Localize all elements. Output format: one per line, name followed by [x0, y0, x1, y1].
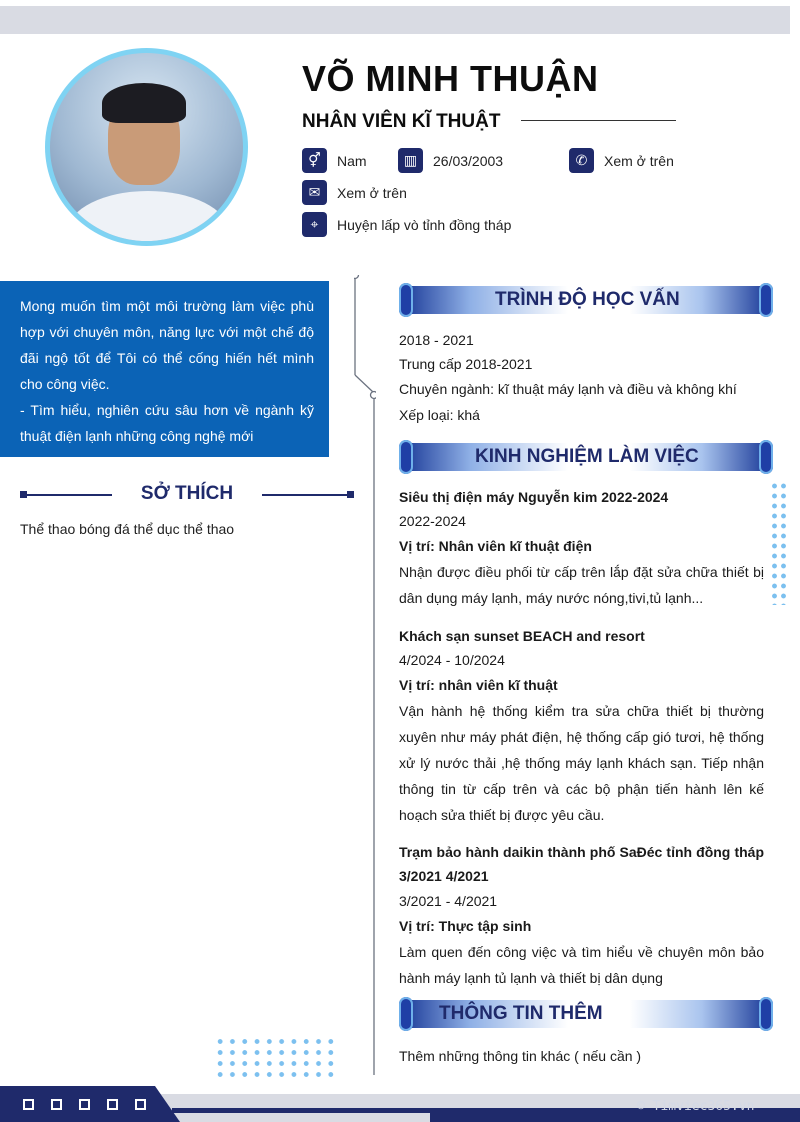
footer-square	[107, 1099, 118, 1110]
location-pin-icon: ⌖	[302, 212, 327, 237]
career-objective	[0, 281, 329, 457]
hobbies-text: Thể thao bóng đá thể dục thể thao	[20, 521, 235, 537]
decorative-dots	[214, 1036, 338, 1080]
gender-icon: ⚥	[302, 148, 327, 173]
objective-paragraph: - Tìm hiểu, nghiên cứu sâu hơn về ngành kỹ thuật điện lạnh những công nghệ mới	[20, 402, 314, 444]
title-divider	[521, 120, 676, 121]
objective-paragraph: Mong muốn tìm một môi trường làm việc phù hợp với chuyên môn, năng lực với một chế độ đãi ngộ tốt để Tôi có thể cống hiến hết mình cho công việc.	[20, 298, 314, 392]
contact-birthday	[398, 148, 503, 173]
contact-phone	[569, 148, 674, 173]
timeline-connector	[354, 275, 376, 1075]
job-title: NHÂN VIÊN KĨ THUẬT	[302, 111, 501, 132]
footer-square	[79, 1099, 90, 1110]
watermark: © Timviec365.vn	[637, 1099, 755, 1114]
profile-photo	[50, 53, 243, 241]
job-period: 4/2024 - 10/2024	[399, 652, 505, 668]
top-band	[0, 6, 790, 34]
job-position: Vị trí: Thực tập sinh	[399, 918, 532, 934]
phone-icon: ✆	[569, 148, 594, 173]
birthday-text: 26/03/2003	[433, 152, 504, 169]
cake-icon: ▥	[398, 148, 423, 173]
job-company: Siêu thị điện máy Nguyễn kim 2022-2024	[399, 489, 669, 505]
education-title: TRÌNH ĐỘ HỌC VẤN	[495, 289, 680, 310]
job-company: Khách sạn sunset BEACH and resort	[399, 628, 645, 644]
contact-gender	[302, 148, 367, 173]
footer-square	[51, 1099, 62, 1110]
job-position: Vị trí: nhân viên kĩ thuật	[399, 677, 558, 693]
job-period: 3/2021 - 4/2021	[399, 893, 498, 909]
education-banner	[399, 283, 773, 317]
footer-square	[23, 1099, 34, 1110]
additional-info-title: THÔNG TIN THÊM	[439, 1003, 603, 1024]
job-description: Làm quen đến công việc và tìm hiểu về chuyên môn bảo hành máy lạnh tủ lạnh và thiết bị dân dụng	[399, 944, 764, 986]
hobbies-heading	[20, 481, 354, 509]
job-company: Trạm bảo hành daikin thành phố SaĐéc tỉnh đồng tháp 3/2021 4/2021	[399, 844, 764, 884]
job-period: 2022-2024	[399, 513, 466, 529]
phone-text: Xem ở trên	[604, 152, 674, 169]
contact-email	[302, 180, 407, 205]
gender-text: Nam	[337, 152, 367, 169]
footer-square	[135, 1099, 146, 1110]
experience-banner	[399, 440, 773, 474]
additional-info-banner	[399, 997, 773, 1031]
job-description: Vận hành hệ thống kiểm tra sửa chữa thiết bị thường xuyên như máy phát điện, hệ thống cấp gió tươi, hệ thống xử lý nước thải ,hệ thống máy lạnh khách sạn. Tiếp nhận thông tin từ cấp trên và các bộ phận tiến hành lên kế hoạch sửa thiết bị được yêu cầu.	[399, 703, 764, 823]
education-school: Trung cấp 2018-2021	[399, 356, 533, 372]
profile-photo-frame	[45, 48, 248, 246]
education-period: 2018 - 2021	[399, 332, 474, 348]
education-major: Chuyên ngành: kĩ thuật máy lạnh và điều và không khí	[399, 381, 737, 397]
job-position: Vị trí: Nhân viên kĩ thuật điện	[399, 538, 592, 554]
hobbies-title: SỞ THÍCH	[140, 483, 234, 504]
job-description: Nhận được điều phối từ cấp trên lắp đặt sửa chữa thiết bị dân dụng máy lạnh, máy nước nóng,tivi,tủ lạnh...	[399, 564, 764, 606]
address-text: Huyện lấp vò tỉnh đồng tháp	[337, 216, 512, 233]
candidate-name: VÕ MINH THUẬN	[302, 58, 599, 99]
email-icon: ✉	[302, 180, 327, 205]
experience-title: KINH NGHIỆM LÀM VIỆC	[475, 446, 699, 467]
additional-info-text: Thêm những thông tin khác ( nếu cần )	[399, 1048, 642, 1064]
email-text: Xem ở trên	[337, 184, 407, 201]
contact-address	[302, 212, 511, 237]
education-grade: Xếp loại: khá	[399, 407, 480, 423]
decorative-dots	[770, 481, 788, 605]
